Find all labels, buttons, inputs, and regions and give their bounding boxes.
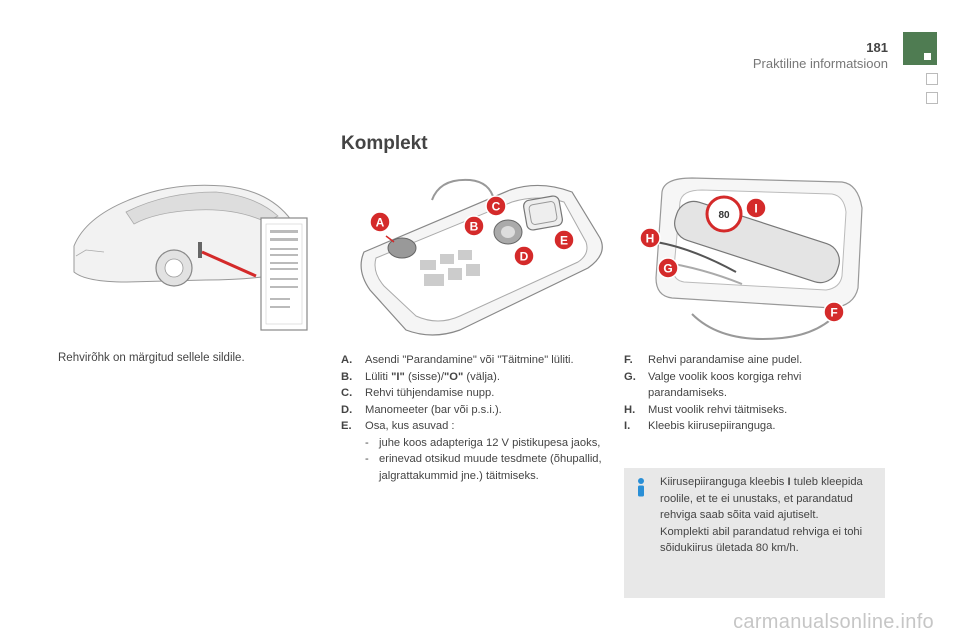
callout-i-label: I: [754, 201, 758, 216]
label-caption: Rehvirõhk on märgitud sellele sildile.: [58, 352, 245, 364]
info-text-part: Komplekti abil parandatud rehviga ei tohi sõidukiirus ületada 80 km/h.: [660, 525, 863, 554]
info-text-part: Kiirusepiiranguga kleebis: [660, 476, 788, 488]
legend-left: [341, 352, 603, 484]
callout-d-label: D: [519, 249, 529, 264]
tyre-pressure-label-icon: [261, 218, 307, 330]
speed-limit-value: 80: [718, 210, 730, 221]
callout-f-label: F: [830, 305, 838, 320]
legend-text: [365, 369, 603, 386]
info-note: [624, 468, 885, 598]
car-illustration: [56, 168, 316, 336]
legend-item-f: [624, 352, 854, 369]
legend-text-part: (välja).: [463, 370, 500, 383]
legend-text: Manomeeter (bar või p.s.i.).: [365, 403, 502, 416]
legend-text: Asendi "Parandamine" või "Täitmine" lüliti.: [365, 354, 574, 366]
legend-item-h: [624, 402, 854, 419]
callout-g-label: G: [663, 261, 673, 276]
info-text: [660, 474, 880, 557]
callout-h-label: H: [645, 231, 655, 246]
legend-text-bold: "O": [444, 370, 464, 383]
legend-text: Rehvi tühjendamise nupp.: [365, 387, 495, 399]
legend-text: Osa, kus asuvad :: [365, 420, 455, 432]
info-text-bold: I: [787, 476, 791, 488]
repair-kit-illustration: [340, 170, 615, 345]
section-title: Praktiline informatsioon: [752, 56, 888, 71]
legend-item-i: [624, 418, 854, 435]
legend-text: Kleebis kiirusepiiranguga.: [648, 420, 776, 432]
info-text-part: tuleb kleepida roolile, et te ei unustaks, et parandatud rehviga saab sõita vaid ajutiselt.: [660, 476, 863, 521]
page-heading: Komplekt: [341, 133, 428, 154]
legend-item-a: [341, 352, 603, 369]
chapter-tab[interactable]: [903, 32, 937, 65]
legend-text-part: (sisse)/: [404, 370, 444, 383]
legend-key: A.: [341, 354, 353, 366]
legend-key: E.: [341, 420, 352, 432]
legend-text: Must voolik rehvi täitmiseks.: [648, 403, 788, 416]
door-pillar-icon: [198, 242, 202, 258]
compressor-illustration: [632, 168, 872, 348]
legend-right: [624, 352, 854, 435]
watermark: carmanualsonline.info: [733, 611, 934, 633]
legend-text: Rehvi parandamise aine pudel.: [648, 354, 803, 366]
bullet-dash: -: [365, 453, 369, 465]
legend-text-bold: "I": [391, 370, 405, 383]
legend-subtext: erinevad otsikud muude tesdmete (õhupallid, jalgrattakummid jne.) täitmiseks.: [379, 453, 602, 482]
legend-item-g: [624, 369, 854, 402]
chapter-tab-empty-2[interactable]: [926, 92, 938, 104]
legend-key: G.: [624, 370, 636, 383]
info-icon: [632, 477, 650, 497]
legend-item-d: [341, 402, 603, 419]
legend-subtext: juhe koos adapteriga 12 V pistikupesa jaoks,: [379, 436, 601, 449]
callout-b-label: B: [469, 219, 479, 234]
callout-e-label: E: [559, 233, 569, 248]
legend-subitem: [341, 435, 603, 452]
legend-key: F.: [624, 354, 633, 366]
tab-marker-icon: [924, 53, 931, 60]
chapter-tab-empty-1[interactable]: [926, 73, 938, 85]
callout-a-label: A: [375, 215, 385, 230]
page-number: 181: [866, 40, 888, 55]
legend-key: C.: [341, 387, 353, 399]
callout-c-label: C: [491, 199, 501, 214]
legend-key: I.: [624, 420, 631, 432]
legend-text: Valge voolik koos korgiga rehvi parandamiseks.: [648, 370, 802, 399]
legend-subitem: [341, 451, 603, 484]
legend-item-b: [341, 369, 603, 386]
legend-key: B.: [341, 370, 353, 383]
legend-key: H.: [624, 403, 636, 416]
bullet-dash: -: [365, 436, 369, 449]
legend-text-part: Lüliti: [365, 370, 392, 383]
legend-item-e: [341, 418, 603, 435]
legend-key: D.: [341, 403, 353, 416]
legend-item-c: [341, 385, 603, 402]
